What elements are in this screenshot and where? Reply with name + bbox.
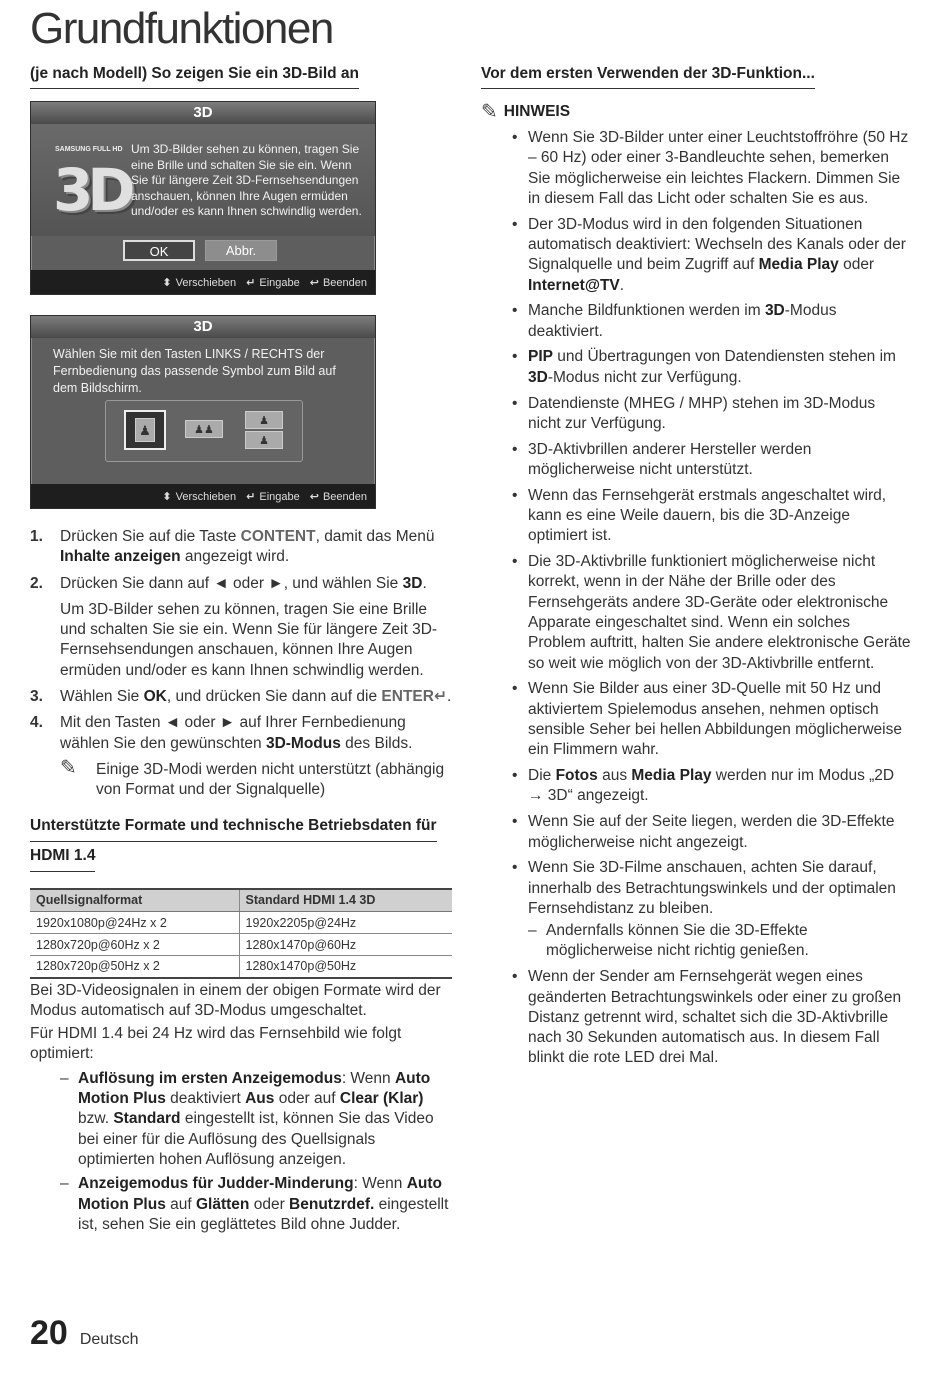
item-text: auf bbox=[165, 1195, 196, 1213]
step-1 bbox=[30, 527, 452, 568]
item-text: oder bbox=[249, 1195, 290, 1213]
table-header-row bbox=[30, 889, 452, 912]
enter-icon: ↵ bbox=[246, 490, 256, 503]
item-text: Die 3D-Aktivbrille funktioniert möglicherweise nicht korrekt, wenn in der Nähe der Brille oder des Fernsehgeräts andere 3D-Geräte oder elektronische Apparate eingeschaltet sind. Wenn ein solches Problem auftritt, halten Sie andere elektronische Geräte so weit wie möglich von der 3D-Aktivbrille entfernt. bbox=[528, 553, 911, 672]
list-item bbox=[481, 347, 911, 388]
list-item bbox=[481, 440, 911, 481]
item-term: PIP bbox=[528, 348, 553, 366]
item-text: Wenn Sie auf der Seite liegen, werden die 3D-Effekte möglicherweise nicht angezeigt. bbox=[528, 813, 895, 851]
osd-footer bbox=[31, 270, 375, 294]
left-column bbox=[30, 64, 452, 1239]
footer-move bbox=[162, 276, 236, 289]
footer-enter-label: Eingabe bbox=[259, 276, 300, 289]
list-item bbox=[481, 766, 911, 807]
table-row bbox=[30, 934, 452, 956]
item-term: Auto Motion Plus bbox=[78, 1069, 431, 1108]
item-term: Benutzrdef. bbox=[289, 1195, 375, 1213]
updown-arrow-icon: ⬍ bbox=[162, 276, 172, 289]
osd-3d-warning-screen bbox=[30, 101, 376, 295]
menu-name: 3D bbox=[402, 574, 423, 592]
section-heading-formats-2: HDMI 1.4 bbox=[30, 845, 95, 872]
bullet: • bbox=[512, 680, 518, 698]
footer-move bbox=[162, 490, 236, 503]
footer-move-label: Verschieben bbox=[175, 490, 237, 503]
note-pencil-icon: ✎ bbox=[481, 101, 498, 123]
step-number: 1. bbox=[30, 528, 43, 545]
step-number: 2. bbox=[30, 574, 43, 592]
paragraph-24hz: Für HDMI 1.4 bei 24 Hz wird das Fernsehbild wie folgt optimiert: bbox=[30, 1025, 402, 1063]
list-item bbox=[481, 394, 911, 435]
item-term: Clear (Klar) bbox=[339, 1090, 424, 1108]
3d-mode-selector bbox=[105, 400, 303, 462]
bullet: • bbox=[512, 348, 518, 366]
dash-marker: – bbox=[528, 922, 537, 940]
step-text: , und drücken Sie dann auf die bbox=[166, 688, 382, 706]
bullet: • bbox=[512, 767, 518, 785]
step-text: angezeigt wird. bbox=[180, 548, 290, 566]
osd-message: Wählen Sie mit den Tasten LINKS / RECHTS der Fernbedienung das passende Symbol zum Bild auf dem Bildschirm. bbox=[53, 347, 336, 395]
table-header: Standard HDMI 1.4 3D bbox=[239, 889, 452, 912]
mode-2d-to-3d[interactable] bbox=[124, 410, 166, 450]
item-text: -Modus nicht zur Verfügung. bbox=[547, 368, 742, 386]
item-term: Anzeigemodus für Judder-Minderung bbox=[78, 1175, 354, 1193]
osd-title: 3D bbox=[31, 316, 375, 338]
table-cell: 1280x720p@60Hz x 2 bbox=[30, 934, 239, 956]
ok-button[interactable]: OK bbox=[123, 240, 195, 261]
footer-enter-label: Eingabe bbox=[259, 490, 300, 503]
list-item bbox=[481, 486, 911, 547]
section-heading-formats: Unterstützte Formate und technische Betriebsdaten für bbox=[30, 815, 437, 842]
item-term: Fotos bbox=[555, 767, 598, 785]
format-table bbox=[30, 888, 452, 979]
list-item bbox=[481, 812, 911, 853]
person-icon: ♟ bbox=[135, 418, 155, 442]
enter-icon: ↵ bbox=[246, 276, 256, 289]
mode-top-bottom[interactable] bbox=[244, 410, 284, 450]
menu-name: 3D-Modus bbox=[265, 734, 341, 752]
table-cell: 1280x1470p@50Hz bbox=[239, 956, 452, 978]
item-term: Aus bbox=[245, 1090, 275, 1108]
step-3 bbox=[30, 687, 452, 707]
footer-exit-label: Beenden bbox=[322, 490, 367, 503]
step-2 bbox=[30, 574, 452, 594]
footer-move-label: Verschieben bbox=[175, 276, 237, 289]
osd-footer bbox=[31, 484, 375, 508]
item-text: : Wenn bbox=[353, 1175, 407, 1193]
item-term: Standard bbox=[113, 1110, 181, 1128]
list-item bbox=[30, 1174, 452, 1235]
item-text: und Übertragungen von Datendiensten stehen im bbox=[552, 348, 896, 366]
bullet: • bbox=[512, 440, 518, 458]
table-cell: 1280x720p@50Hz x 2 bbox=[30, 956, 239, 978]
hdmi-section bbox=[30, 815, 452, 872]
item-term: Media Play bbox=[758, 256, 839, 274]
dash-marker: – bbox=[60, 1175, 69, 1193]
step-number: 3. bbox=[30, 688, 43, 706]
osd-3d-mode-screen bbox=[30, 315, 376, 509]
item-text: . bbox=[619, 276, 625, 294]
section-heading-before-use: Vor dem ersten Verwenden der 3D-Funktion... bbox=[481, 64, 815, 89]
list-item bbox=[481, 552, 911, 674]
step-4 bbox=[30, 713, 452, 754]
bullet: • bbox=[512, 302, 518, 320]
item-text: oder auf bbox=[274, 1090, 340, 1108]
samsung-full-hd-badge: SAMSUNG FULL HD bbox=[55, 146, 123, 153]
list-item bbox=[481, 679, 911, 760]
item-text: aus bbox=[597, 767, 632, 785]
paragraph-auto-switch: Bei 3D-Videosignalen in einem der obigen Formate wird der Modus automatisch auf 3D-Modus umgeschaltet. bbox=[30, 981, 441, 1019]
step-list bbox=[30, 527, 452, 801]
note-pencil-icon: ✎ bbox=[60, 756, 77, 779]
step-2-info: Um 3D-Bilder sehen zu können, tragen Sie eine Brille und schalten Sie sie ein. Wenn Sie für längere Zeit 3D-Fernsehsendungen anschauen, können Ihre Augen ermüden und/oder es kann Ihnen schwindlig werden. bbox=[60, 600, 438, 679]
step-text: , damit das Menü bbox=[315, 528, 435, 545]
item-term: 3D bbox=[528, 368, 548, 386]
item-text: Wenn der Sender am Fernsehgerät wegen eines geänderten Betrachtungswinkels oder einer zu großen Distanz getrennt wird, schaltet sich die 3D-Aktivbrille nach 30 Sekunden automatisch aus. In diesem Fall blinkt die rote LED drei Mal. bbox=[528, 968, 902, 1067]
item-term: 3D bbox=[764, 302, 785, 320]
list-item bbox=[481, 858, 911, 961]
return-icon: ↩ bbox=[309, 490, 319, 503]
enter-icon: ↵ bbox=[433, 688, 447, 706]
item-text: Der 3D-Modus wird in den folgenden Situationen automatisch deaktiviert: Wechseln des Kanals oder der Signalquelle und beim Zugriff auf bbox=[528, 215, 906, 274]
step-text: Mit den Tasten ◄ oder ► auf Ihrer Fernbedienung wählen Sie den gewünschten bbox=[60, 714, 406, 752]
note-text: Einige 3D-Modi werden nicht unterstützt (abhängig von Format und der Signalquelle) bbox=[96, 760, 445, 799]
item-term: Auto Motion Plus bbox=[78, 1175, 442, 1213]
right-column bbox=[481, 64, 911, 1074]
cancel-button[interactable]: Abbr. bbox=[205, 240, 277, 261]
bullet: • bbox=[512, 486, 518, 504]
item-text: Wenn Sie 3D-Bilder unter einer Leuchtstoffröhre (50 Hz – 60 Hz) oder einer 3-Bandleuchte sehen, bemerken Sie möglicherweise ein leichtes Flackern. Dimmen Sie in diesem Fall das Licht oder schalten Sie es aus. bbox=[528, 129, 909, 207]
list-item bbox=[481, 215, 911, 296]
item-text: deaktiviert bbox=[165, 1090, 246, 1108]
hint-header bbox=[481, 99, 911, 124]
table-row bbox=[30, 956, 452, 978]
item-text: oder bbox=[838, 256, 875, 274]
item-text: eingestellt ist, sehen Sie ein geglättetes Bild ohne Judder. bbox=[78, 1195, 449, 1233]
item-term: Internet@TV bbox=[528, 276, 620, 294]
hint-list bbox=[481, 128, 911, 1069]
step-text: Wählen Sie bbox=[60, 688, 144, 706]
item-text: Manche Bildfunktionen werden im bbox=[528, 302, 765, 320]
step-text: . bbox=[422, 574, 427, 592]
page-title: Grundfunktionen bbox=[30, 4, 333, 53]
menu-name: Inhalte anzeigen bbox=[60, 548, 181, 566]
item-text: Wenn Sie 3D-Filme anschauen, achten Sie darauf, innerhalb des Betrachtungswinkels und der optimalen Fernsehdistanz zu bleiben. bbox=[528, 859, 896, 917]
table-cell: 1280x1470p@60Hz bbox=[239, 934, 452, 956]
item-text: Andernfalls können Sie die 3D-Effekte möglicherweise nicht richtig genießen. bbox=[546, 922, 809, 960]
side-by-side-icon: ♟♟ bbox=[185, 420, 223, 438]
item-text: Die bbox=[528, 767, 556, 785]
footer-exit bbox=[310, 490, 367, 503]
dash-marker: – bbox=[60, 1069, 69, 1087]
content-key-label: CONTENT bbox=[240, 528, 316, 545]
sub-item bbox=[528, 921, 911, 962]
item-text: 3D-Aktivbrillen anderer Hersteller werden möglicherweise nicht unterstützt. bbox=[528, 440, 812, 478]
item-term: Media Play bbox=[631, 767, 712, 785]
footer-exit-label: Beenden bbox=[322, 276, 367, 289]
item-term: Auflösung im ersten Anzeigemodus bbox=[78, 1069, 342, 1087]
bullet: • bbox=[512, 813, 518, 831]
step-text: . bbox=[446, 688, 452, 706]
item-text: Datendienste (MHEG / MHP) stehen im 3D-Modus nicht zur Verfügung. bbox=[528, 394, 876, 432]
item-text: Wenn das Fernsehgerät erstmals angeschaltet wird, kann es eine Weile dauern, bis die 3D-Anzeige optimiert ist. bbox=[528, 486, 887, 545]
bullet: • bbox=[512, 215, 518, 233]
osd-body bbox=[31, 124, 375, 236]
note bbox=[30, 756, 452, 801]
3d-logo-icon: 3D bbox=[53, 156, 130, 224]
item-text: bzw. bbox=[78, 1110, 114, 1128]
footer-enter bbox=[246, 490, 300, 503]
bullet: • bbox=[512, 968, 518, 986]
table-row bbox=[30, 912, 452, 934]
page-language: Deutsch bbox=[79, 1331, 139, 1348]
table-cell: 1920x2205p@24Hz bbox=[239, 912, 452, 934]
page-footer bbox=[30, 1314, 139, 1353]
list-item bbox=[481, 967, 911, 1068]
list-item bbox=[481, 301, 911, 342]
item-text: Wenn Sie Bilder aus einer 3D-Quelle mit 50 Hz und aktiviertem Spielemodus ansehen, nehmen optisch sensible Seher bei hellen Abbildungen möglicherweise ein Flimmern wahr. bbox=[528, 680, 902, 759]
list-item bbox=[481, 128, 911, 209]
bullet: • bbox=[512, 129, 518, 146]
item-text: werden nur im Modus „2D → 3D“ angezeigt. bbox=[528, 767, 895, 805]
osd-button-row bbox=[123, 240, 277, 261]
footer-exit bbox=[310, 276, 367, 289]
table-header: Quellsignalformat bbox=[30, 889, 239, 912]
page-number: 20 bbox=[30, 1314, 68, 1352]
footer-enter bbox=[246, 276, 300, 289]
step-text: Drücken Sie dann auf ◄ oder ►, und wählen Sie bbox=[60, 574, 403, 592]
bullet: • bbox=[512, 859, 518, 877]
menu-name: OK bbox=[143, 688, 167, 706]
optimization-list bbox=[30, 1069, 452, 1235]
mode-side-by-side[interactable] bbox=[184, 410, 224, 450]
item-text: -Modus deaktiviert. bbox=[528, 302, 837, 340]
hint-label: HINWEIS bbox=[503, 102, 571, 120]
item-text: eingestellt ist, können Sie das Video bei einer für die Auflösung des Quellsignals optimierten hohen Auflösung anzeigen. bbox=[78, 1110, 434, 1168]
list-item bbox=[30, 1069, 452, 1170]
item-term: Glätten bbox=[196, 1195, 250, 1213]
item-text: : Wenn bbox=[341, 1069, 395, 1087]
table-cell: 1920x1080p@24Hz x 2 bbox=[30, 912, 239, 934]
enter-key-label: ENTER bbox=[381, 688, 434, 706]
step-number: 4. bbox=[30, 714, 43, 732]
updown-arrow-icon: ⬍ bbox=[162, 490, 172, 503]
top-bottom-icon: ♟ bbox=[245, 411, 283, 429]
step-text: des Bilds. bbox=[340, 734, 413, 752]
step-text: Drücken Sie auf die Taste bbox=[60, 528, 241, 545]
section-heading-3d-view: (je nach Modell) So zeigen Sie ein 3D-Bild an bbox=[30, 64, 359, 89]
top-bottom-icon-lower: ♟ bbox=[245, 431, 283, 449]
osd-message: Um 3D-Bilder sehen zu können, tragen Sie eine Brille und schalten Sie sie ein. Wenn Sie für längere Zeit 3D-Fernsehsendungen anschauen, können Ihre Augen ermüden und/oder es kann Ihnen schwindlig werden. bbox=[131, 142, 362, 218]
bullet: • bbox=[512, 553, 518, 571]
osd-title: 3D bbox=[31, 102, 375, 124]
return-icon: ↩ bbox=[309, 276, 319, 289]
bullet: • bbox=[512, 394, 518, 412]
